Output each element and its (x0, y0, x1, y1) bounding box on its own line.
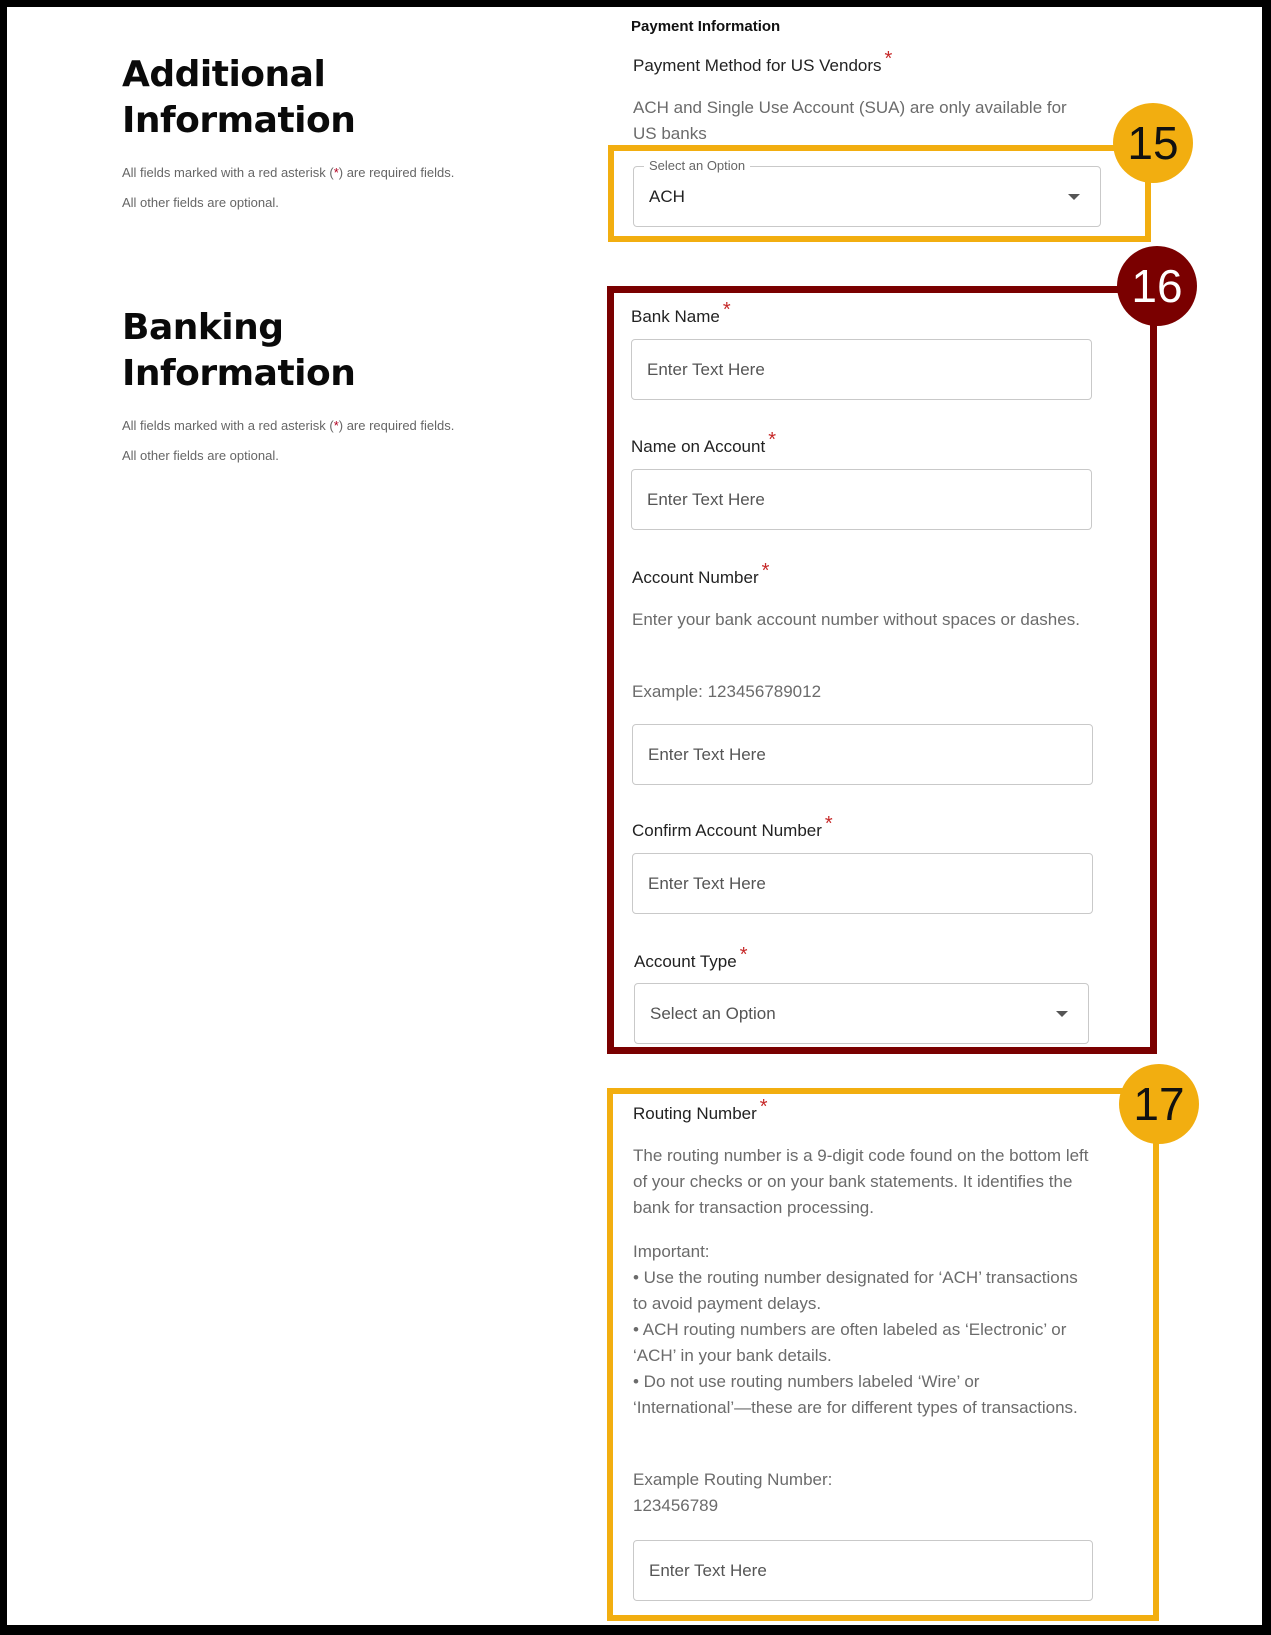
account-type-label: Account Type * (634, 944, 748, 971)
required-asterisk: * (761, 560, 770, 582)
required-asterisk: * (759, 1096, 768, 1118)
bank-name-label: Bank Name * (631, 299, 731, 326)
annotation-box-16 (607, 286, 1157, 1054)
payment-info-title: Payment Information (631, 18, 781, 35)
selected-value: ACH (649, 186, 685, 206)
routing-bullet: • ACH routing numbers are often labeled as ‘Electronic’ or ‘ACH’ in your bank details. (633, 1320, 1067, 1365)
bank-name-input[interactable]: Enter Text Here (631, 339, 1092, 400)
account-number-input[interactable]: Enter Text Here (632, 724, 1093, 785)
annotation-box-17 (607, 1088, 1159, 1621)
name-on-account-input[interactable]: Enter Text Here (631, 469, 1092, 530)
select-legend: Select an Option (644, 158, 750, 173)
routing-example-label: Example Routing Number: (633, 1470, 833, 1489)
annotation-box-15 (608, 145, 1151, 242)
routing-number-help: The routing number is a 9-digit code found on the bottom left of your checks or on your bank statements. It identifies the bank for transaction processing. (633, 1146, 1089, 1217)
required-asterisk: * (722, 299, 731, 321)
annotation-badge-17: 17 (1119, 1064, 1199, 1144)
routing-bullet: • Use the routing number designated for ‘ACH’ transactions to avoid payment delays. (633, 1268, 1078, 1313)
required-asterisk: * (739, 944, 748, 966)
account-number-example: Example: 123456789012 (632, 682, 822, 701)
name-on-account-label: Name on Account * (631, 429, 776, 456)
routing-example-value: 123456789 (633, 1496, 719, 1515)
optional-fields-note: All other fields are optional. (122, 448, 279, 463)
confirm-account-number-input[interactable]: Enter Text Here (632, 853, 1093, 914)
routing-number-label: Routing Number * (633, 1096, 768, 1123)
banking-info-heading: Banking Information (122, 307, 356, 394)
account-number-label: Account Number * (632, 560, 770, 587)
additional-info-section (122, 52, 482, 212)
routing-bullet: • Do not use routing numbers labeled ‘Wire’ or ‘International’—these are for different types of transactions. (633, 1372, 1078, 1417)
required-asterisk: * (768, 429, 776, 451)
required-fields-note: All fields marked with a red asterisk (*) are required fields. (122, 165, 455, 180)
additional-info-heading: Additional Information (122, 54, 356, 141)
routing-number-input[interactable]: Enter Text Here (633, 1540, 1093, 1601)
confirm-account-number-label: Confirm Account Number * (632, 813, 833, 840)
account-number-help: Enter your bank account number without spaces or dashes. (632, 610, 1080, 629)
important-title: Important: (633, 1242, 710, 1261)
select-placeholder: Select an Option (650, 1003, 776, 1023)
required-fields-note: All fields marked with a red asterisk (*) are required fields. (122, 418, 455, 433)
required-asterisk: * (884, 48, 893, 70)
required-asterisk: * (824, 813, 833, 835)
banking-info-section (122, 305, 482, 465)
payment-method-label: Payment Method for US Vendors * (633, 48, 893, 75)
annotation-badge-15: 15 (1113, 103, 1193, 183)
annotation-badge-16: 16 (1117, 246, 1197, 326)
optional-fields-note: All other fields are optional. (122, 195, 279, 210)
payment-method-help: ACH and Single Use Account (SUA) are only available for US banks (633, 98, 1067, 143)
